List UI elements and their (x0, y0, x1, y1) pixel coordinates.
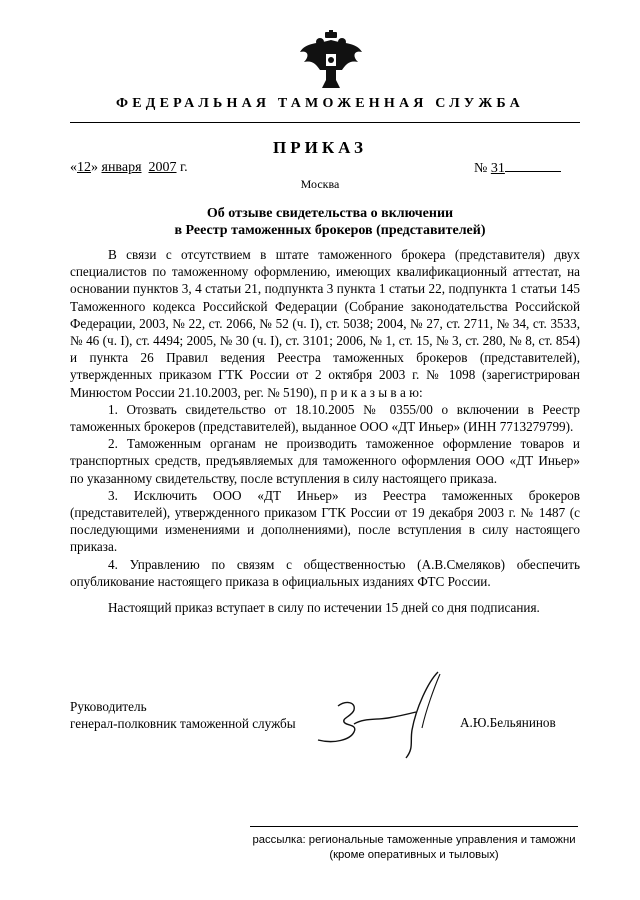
number-underline (505, 160, 561, 172)
handwritten-signature-icon (310, 668, 460, 763)
clause-3: 3. Исключить ООО «ДТ Иньер» из Реестра таможенных брокеров (представителей), утвержденного приказом ГТК России от 19 декабря 2003 г. № 1487 (с последующими изменениями и дополнениями), после вступления в силу настоящего приказа. (70, 487, 580, 555)
date-month: января (101, 160, 142, 175)
position-line: Руководитель (70, 699, 147, 714)
distribution-line: (кроме оперативных и тыловых) (329, 849, 499, 861)
preamble-paragraph: В связи с отсутствием в штате таможенного брокера (представителя) двух специалистов по таможенному оформлению, имеющих квалификационный аттестат, на основании пунктов 3, 4 статьи 21, подпункта 3 пункта 1 статьи 22, подпункта 1 статьи 145 Таможенного кодекса Российской Федерации (Собрание законодательства Российской Федерации, 2003, № 22, ст. 2066, № 52 (ч. I), ст. 5038; 2004, № 27, ст. 2711, № 34, ст. 3533, № 46 (ч. I), ст. 4494; 2005, № 30 (ч. I), ст. 3101; 2006, № 1, ст. 15, № 3, ст. 280, № 8, ст. 854) и пункта 26 Правил ведения Реестра таможенных брокеров (представителей), утвержденных приказом ГТК России от 2 октября 2003 г. № 1098 (зарегистрирован Минюстом России 21.10.2003, рег. № 5190), п р и к а з ы в а ю: (70, 247, 580, 400)
date-suffix: г. (180, 160, 188, 175)
document-body (70, 246, 580, 616)
clause-2: 2. Таможенным органам не производить таможенное оформление товаров и транспортных средств, предъявляемых для таможенного оформления ООО «ДТ Иньер» по указанному свидетельству, после вступления в силу настоящего приказа. (70, 436, 580, 486)
effective-date-paragraph: Настоящий приказ вступает в силу по истечении 15 дней со дня подписания. (108, 600, 540, 616)
city: Москва (300, 177, 340, 191)
clause-1: 1. Отозвать свидетельство от 18.10.2005 № 0355/00 о включении в Реестр таможенных брокеров (представителей), выданное ООО «ДТ Иньер» (ИНН 7713279799). (70, 401, 580, 435)
order-number (474, 160, 561, 177)
signatory-position (70, 698, 296, 732)
order-date (70, 160, 188, 176)
distribution-list (250, 833, 578, 863)
heading-line: Об отзыве свидетельства о включении (206, 206, 454, 221)
agency-name: ФЕДЕРАЛЬНАЯ ТАМОЖЕННАЯ СЛУЖБА (116, 96, 524, 111)
number-sign: № (474, 161, 488, 176)
date-year: 2007 (148, 160, 177, 175)
clause-4: 4. Управлению по связям с общественностью (А.В.Смеляков) обеспечить опубликование настоящего приказа в официальных изданиях ФТС России. (70, 556, 580, 589)
document-type: ПРИКАЗ (273, 138, 367, 157)
distribution-divider (250, 826, 578, 827)
distribution-line: рассылка: региональные таможенные управления и таможни (252, 834, 576, 846)
date-day: 12 (77, 160, 91, 175)
position-line: генерал-полковник таможенной службы (70, 716, 296, 731)
signatory-name: А.Ю.Бельянинов (460, 715, 556, 730)
number-value: 31 (490, 161, 505, 176)
date-quote-close: » (91, 160, 98, 175)
header-divider (70, 122, 580, 123)
date-quote-open: « (70, 160, 77, 175)
heading-line: в Реестр таможенных брокеров (представителей) (174, 223, 486, 238)
document-heading (120, 205, 540, 239)
state-emblem-icon (296, 30, 366, 90)
